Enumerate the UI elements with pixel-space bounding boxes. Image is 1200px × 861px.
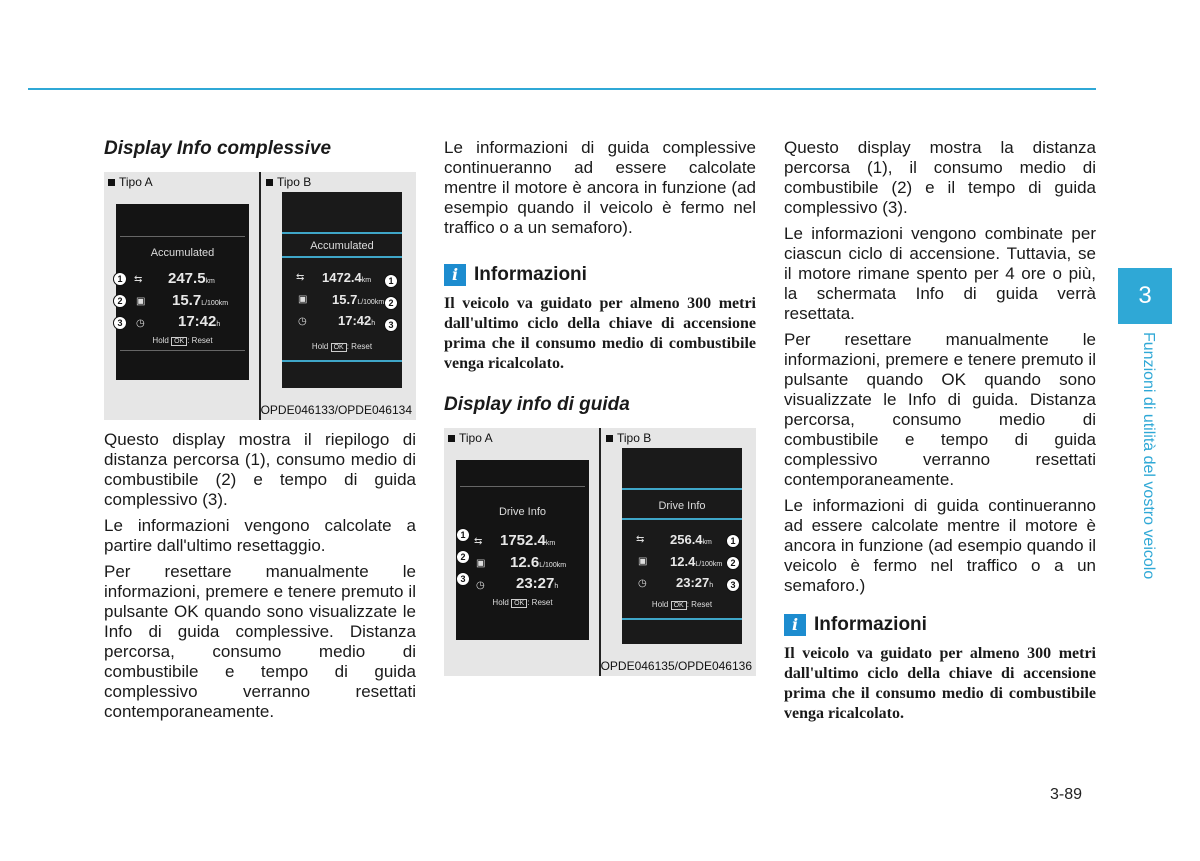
callout-2: 2 — [726, 556, 740, 570]
figure-code: OPDE046133/OPDE046134 — [260, 403, 412, 417]
paragraph: Le informazioni di guida continueranno ad essere calcolate mentre il motore è ancora in funzione (ad esempio quando il veicolo è fermo nel traffico o a un semaforo.) — [784, 496, 1096, 595]
info-heading — [784, 614, 1096, 636]
info-text: Il veicolo va guidato per almeno 300 metri dall'ultimo ciclo della chiave di accensione prima che il consumo medio di combustibile venga ricalcolato. — [444, 295, 756, 372]
figure-label-b: Tipo B — [266, 175, 311, 189]
paragraph: Per resettare manualmente le informazioni, premere e tenere premuto il pulsante OK quando sono visualizzate le Info di guida complessive. Distanza percorsa, consumo medio di combustibile e tempo di guida complessivo verranno resettati contemporaneamente. — [104, 562, 416, 721]
time-value: 17:42h — [178, 313, 221, 330]
column-1 — [104, 138, 416, 728]
chapter-tab: 3 — [1118, 268, 1172, 324]
callout-3: 3 — [726, 578, 740, 592]
time-value: 23:27h — [676, 575, 714, 590]
screen-title: Accumulated — [150, 247, 215, 259]
info-icon: i — [784, 614, 806, 636]
callout-2: 2 — [113, 294, 127, 308]
car-icon: ⇆ — [474, 536, 483, 547]
figure-drive-info — [444, 428, 756, 676]
info-icon: i — [444, 264, 466, 286]
fuel-icon: ▣ — [136, 296, 146, 307]
figure-divider — [599, 428, 601, 676]
distance-value: 1472.4km — [322, 270, 372, 285]
fuel-icon: ▣ — [638, 556, 648, 567]
car-icon: ⇆ — [134, 274, 143, 285]
car-icon: ⇆ — [636, 534, 645, 545]
figure-label-b: Tipo B — [606, 431, 651, 445]
info-text: Il veicolo va guidato per almeno 300 metri dall'ultimo ciclo della chiave di accensione prima che il consumo medio di combustibile venga ricalcolato. — [784, 645, 1096, 722]
screen-title: Drive Info — [658, 500, 706, 512]
fuel-value: 12.6L/100km — [510, 554, 567, 571]
time-value: 23:27h — [516, 575, 559, 592]
info-heading — [444, 264, 756, 286]
hold-reset-hint: Hold OK : Reset — [651, 600, 713, 609]
fuel-icon: ▣ — [476, 558, 486, 569]
figure-label-a: Tipo A — [448, 431, 493, 445]
distance-value: 247.5km — [168, 270, 215, 287]
info-title: Informazioni — [474, 264, 587, 285]
cluster-screen-b — [622, 448, 742, 644]
callout-1: 1 — [113, 272, 127, 286]
paragraph: Questo display mostra il riepilogo di distanza percorsa (1), consumo medio di combustibile (2) e tempo di guida complessivo (3). — [104, 430, 416, 509]
clock-icon: ◷ — [298, 316, 307, 327]
paragraph: Le informazioni vengono calcolate a partire dall'ultimo resettaggio. — [104, 516, 416, 555]
section-heading: Display info di guida — [444, 394, 630, 415]
cluster-screen-b — [282, 192, 402, 388]
callout-3: 3 — [384, 318, 398, 332]
paragraph: Le informazioni vengono combinate per ciascun ciclo di accensione. Tuttavia, se il motore rimane spento per 4 ore o più, la schermata Info di guida verrà resettata. — [784, 224, 1096, 323]
paragraph: Le informazioni di guida complessive continueranno ad essere calcolate mentre il motore è ancora in funzione (ad esempio quando il veicolo è fermo nel traffico o a un semaforo). — [444, 138, 756, 237]
section-heading: Display Info complessive — [104, 138, 332, 159]
hold-reset-hint: Hold OK : Reset — [492, 598, 553, 607]
clock-icon: ◷ — [136, 318, 145, 329]
distance-value: 1752.4km — [500, 532, 556, 549]
screen-title: Accumulated — [310, 240, 374, 252]
cluster-screen-a — [116, 204, 249, 380]
figure-divider — [259, 172, 261, 420]
callout-1: 1 — [726, 534, 740, 548]
clock-icon: ◷ — [638, 578, 647, 589]
paragraph: Questo display mostra la distanza percorsa (1), il consumo medio di combustibile (2) e il tempo di guida complessivo (3). — [784, 138, 1096, 217]
clock-icon: ◷ — [476, 580, 485, 591]
callout-2: 2 — [456, 550, 470, 564]
column-2 — [444, 138, 756, 676]
column-3 — [784, 138, 1096, 724]
hold-reset-hint: Hold OK : Reset — [152, 336, 213, 345]
figure-code: OPDE046135/OPDE046136 — [600, 659, 752, 673]
chapter-title: Funzioni di utilità del vostro veicolo — [1140, 332, 1157, 580]
fuel-icon: ▣ — [298, 294, 308, 305]
paragraph: Per resettare manualmente le informazioni, premere e tenere premuto il pulsante quando OK quando sono visualizzate le Info di guida. Distanza percorsa, consumo medio di combustibile e tempo di guida complessivo verranno resettati contemporaneamente. — [784, 330, 1096, 489]
page-number: 3-89 — [1050, 786, 1083, 803]
info-title: Informazioni — [814, 614, 927, 635]
figure-accumulated — [104, 172, 416, 420]
hold-reset-hint: Hold OK : Reset — [311, 342, 373, 351]
time-value: 17:42h — [338, 313, 376, 328]
callout-3: 3 — [113, 316, 127, 330]
car-icon: ⇆ — [296, 272, 305, 283]
callout-3: 3 — [456, 572, 470, 586]
screen-title: Drive Info — [498, 506, 547, 518]
callout-2: 2 — [384, 296, 398, 310]
header-rule — [28, 88, 1096, 90]
callout-1: 1 — [456, 528, 470, 542]
callout-1: 1 — [384, 274, 398, 288]
fuel-value: 12.4L/100km — [670, 554, 723, 569]
fuel-value: 15.7L/100km — [172, 292, 229, 309]
figure-label-a: Tipo A — [108, 175, 153, 189]
distance-value: 256.4km — [670, 532, 712, 547]
fuel-value: 15.7L/100km — [332, 292, 385, 307]
cluster-screen-a — [456, 460, 589, 640]
